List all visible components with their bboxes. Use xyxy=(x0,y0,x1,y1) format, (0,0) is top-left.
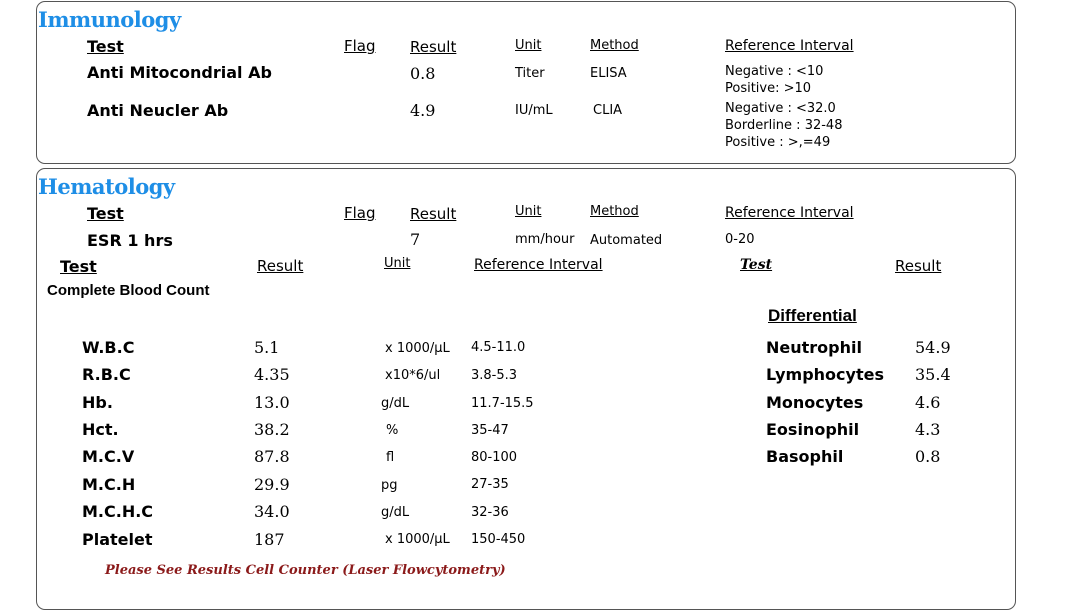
immuno-row-ref-line: Positive: >10 xyxy=(725,81,812,96)
immuno-row-method: ELISA xyxy=(590,66,627,81)
cbc-row-unit: g/dL xyxy=(381,505,410,520)
immuno-row-unit: Titer xyxy=(515,66,545,81)
cbc-row-name: Platelet xyxy=(82,530,153,549)
immuno-header-test: Test xyxy=(87,37,124,56)
differential-row-name: Neutrophil xyxy=(766,338,862,357)
cbc-row-value: 38.2 xyxy=(254,420,290,439)
immuno-row-test: Anti Mitocondrial Ab xyxy=(87,63,272,82)
cbc-row-name: Hb. xyxy=(82,393,113,412)
immuno-row-test: Anti Neucler Ab xyxy=(87,101,229,120)
differential-row-name: Basophil xyxy=(766,447,844,466)
cbc-row-unit: g/dL xyxy=(381,396,410,411)
differential-row-value: 4.6 xyxy=(915,393,941,412)
cbc-row-value: 34.0 xyxy=(254,502,290,521)
cbc-row-value: 13.0 xyxy=(254,393,290,412)
differential-header-test: Test xyxy=(740,257,773,273)
cell-counter-note: Please See Results Cell Counter (Laser Flowcytometry) xyxy=(105,563,506,578)
differential-row-name: Lymphocytes xyxy=(766,365,884,384)
differential-row-name: Monocytes xyxy=(766,393,864,412)
immuno-row-result: 4.9 xyxy=(410,101,436,120)
cbc-row-unit: x 1000/µL xyxy=(385,532,450,547)
immuno-header-result: Result xyxy=(410,38,457,56)
hema-header-test: Test xyxy=(87,204,124,223)
cbc-row-name: W.B.C xyxy=(82,338,135,357)
cbc-row-name: R.B.C xyxy=(82,365,131,384)
esr-result: 7 xyxy=(410,230,421,249)
cbc-row-unit: x10*6/ul xyxy=(385,368,441,383)
immuno-row-ref-line: Borderline : 32-48 xyxy=(725,118,843,133)
cbc-row-ref: 27-35 xyxy=(471,477,509,492)
immuno-row-ref-line: Negative : <10 xyxy=(725,64,824,79)
cbc-row-ref: 150-450 xyxy=(471,532,526,547)
immuno-row-unit: IU/mL xyxy=(515,103,553,118)
differential-header-result: Result xyxy=(895,257,942,275)
hema-header-method: Method xyxy=(590,204,639,219)
cbc-row-value: 5.1 xyxy=(254,338,280,357)
immuno-header-flag: Flag xyxy=(344,37,376,55)
differential-row-value: 4.3 xyxy=(915,420,941,439)
cbc-header-ref: Reference Interval xyxy=(474,257,603,273)
cbc-row-unit: x 1000/µL xyxy=(385,341,450,356)
cbc-row-value: 187 xyxy=(254,530,285,549)
cbc-row-unit: pg xyxy=(381,478,398,493)
cbc-row-name: M.C.H.C xyxy=(82,502,154,521)
hema-header-ref: Reference Interval xyxy=(725,205,854,221)
differential-title: Differential xyxy=(768,306,857,325)
hematology-title: Hematology xyxy=(38,174,175,199)
immuno-header-unit: Unit xyxy=(515,38,542,53)
immuno-header-method: Method xyxy=(590,38,639,53)
immuno-row-method: CLIA xyxy=(593,103,623,118)
immunology-section xyxy=(36,1,1016,164)
cbc-row-name: M.C.H xyxy=(82,475,136,494)
cbc-row-ref: 11.7-15.5 xyxy=(471,396,534,411)
cbc-row-name: M.C.V xyxy=(82,447,135,466)
cbc-row-unit: fl xyxy=(386,450,395,465)
cbc-row-unit: % xyxy=(386,423,399,438)
cbc-row-ref: 35-47 xyxy=(471,423,509,438)
cbc-row-ref: 3.8-5.3 xyxy=(471,368,518,383)
cbc-header-result: Result xyxy=(257,257,304,275)
hema-header-unit: Unit xyxy=(515,204,542,219)
cbc-row-ref: 4.5-11.0 xyxy=(471,340,526,355)
differential-row-value: 0.8 xyxy=(915,447,941,466)
immunology-title: Immunology xyxy=(38,7,181,32)
immuno-row-result: 0.8 xyxy=(410,64,436,83)
differential-row-value: 35.4 xyxy=(915,365,951,384)
cbc-header-unit: Unit xyxy=(384,256,411,271)
cbc-row-name: Hct. xyxy=(82,420,119,439)
esr-ref: 0-20 xyxy=(725,232,755,247)
cbc-row-value: 87.8 xyxy=(254,447,290,466)
cbc-row-ref: 80-100 xyxy=(471,450,518,465)
cbc-title: Complete Blood Count xyxy=(47,282,210,299)
immuno-row-ref-line: Positive : >,=49 xyxy=(725,135,831,150)
cbc-row-value: 4.35 xyxy=(254,365,290,384)
cbc-row-ref: 32-36 xyxy=(471,505,509,520)
esr-test: ESR 1 hrs xyxy=(87,231,173,250)
differential-row-name: Eosinophil xyxy=(766,420,860,439)
cbc-header-test: Test xyxy=(60,257,97,276)
cbc-row-value: 29.9 xyxy=(254,475,290,494)
immuno-row-ref-line: Negative : <32.0 xyxy=(725,101,836,116)
hema-header-flag: Flag xyxy=(344,204,376,222)
immuno-header-ref: Reference Interval xyxy=(725,38,854,54)
hema-header-result: Result xyxy=(410,205,457,223)
esr-method: Automated xyxy=(590,233,663,248)
esr-unit: mm/hour xyxy=(515,232,575,247)
differential-row-value: 54.9 xyxy=(915,338,951,357)
